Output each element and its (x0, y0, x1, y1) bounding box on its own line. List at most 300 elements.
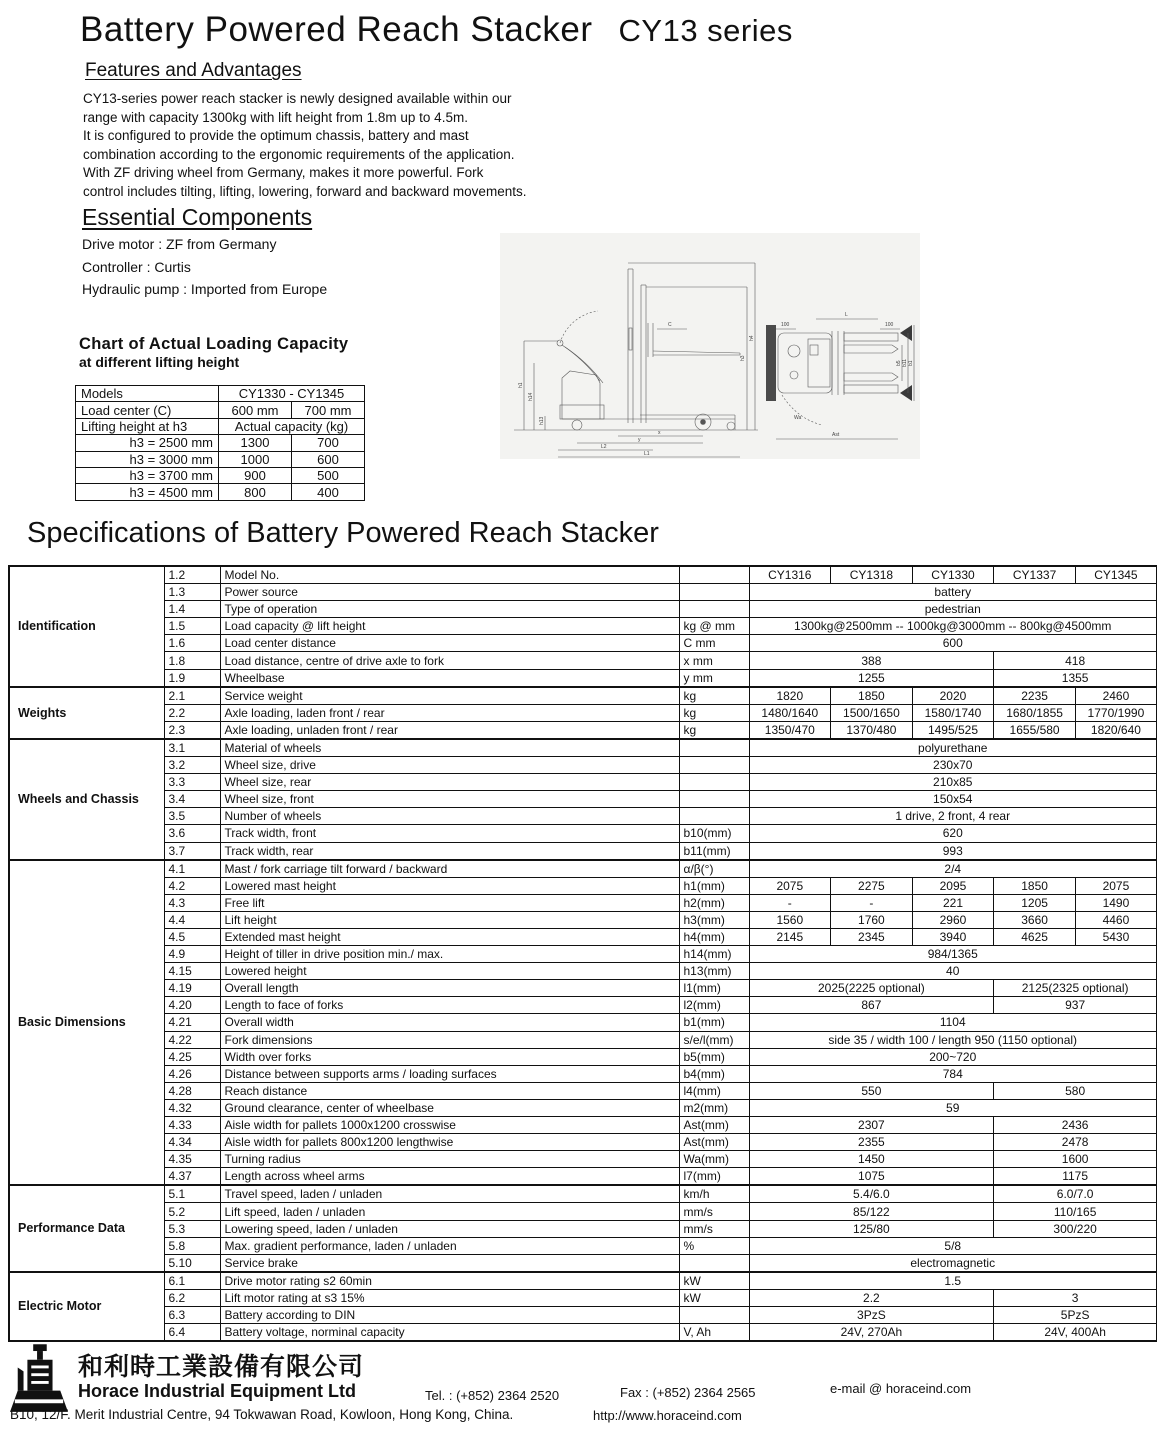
spec-cell-num: 4.20 (164, 997, 220, 1014)
spec-cell-val: 1300kg@2500mm -- 1000kg@3000mm -- 800kg@4500mm (749, 618, 1157, 635)
spec-cell-desc: Lowering speed, laden / unladen (220, 1220, 679, 1237)
load-row (76, 418, 365, 434)
spec-cell-num: 4.9 (164, 946, 220, 963)
spec-cell-desc: Distance between supports arms / loading surfaces (220, 1065, 679, 1082)
company-name-chinese: 和利時工業設備有限公司 (78, 1353, 365, 1381)
spec-cell-num: 4.22 (164, 1031, 220, 1048)
spec-cell-val: 1760 (831, 911, 913, 928)
spec-row (9, 1014, 1157, 1031)
spec-cell-val: 1600 (994, 1151, 1157, 1168)
spec-cell-unit: b11(mm) (679, 842, 749, 860)
spec-cell-desc: Extended mast height (220, 928, 679, 945)
spec-row (9, 877, 1157, 894)
dim-label: h14 (528, 392, 534, 401)
spec-row (9, 1134, 1157, 1151)
load-table-head (76, 386, 365, 435)
load-models-value: CY1330 - CY1345 (219, 386, 365, 402)
spec-cell-desc: Model No. (220, 566, 679, 584)
spec-cell-unit: m2(mm) (679, 1099, 749, 1116)
dim-label: 100 (781, 322, 790, 328)
spec-cell-val: 2345 (831, 928, 913, 945)
spec-cell-val: CY1318 (831, 566, 913, 584)
spec-row (9, 980, 1157, 997)
spec-cell-unit: b1(mm) (679, 1014, 749, 1031)
load-height-cell: h3 = 3700 mm (76, 467, 219, 483)
spec-cell-desc: Service weight (220, 687, 679, 705)
spec-cell-val: 300/220 (994, 1220, 1157, 1237)
spec-cell-val: 5.4/6.0 (749, 1185, 994, 1203)
spec-cell-unit: h13(mm) (679, 963, 749, 980)
spec-row (9, 704, 1157, 721)
spec-row (9, 1237, 1157, 1254)
spec-cell-val: 2075 (749, 877, 831, 894)
dim-label: L1 (644, 451, 650, 457)
series-label: CY13 series (618, 13, 793, 48)
spec-cell-desc: Battery voltage, norminal capacity (220, 1324, 679, 1342)
spec-cell-unit: Wa(mm) (679, 1151, 749, 1168)
dim-label: y (638, 437, 641, 443)
spec-cell-desc: Overall length (220, 980, 679, 997)
spec-row (9, 860, 1157, 878)
spec-cell-desc: Number of wheels (220, 808, 679, 825)
spec-cell-desc: Power source (220, 584, 679, 601)
spec-cell-desc: Load capacity @ lift height (220, 618, 679, 635)
load-row (76, 386, 365, 402)
spec-cell-num: 5.10 (164, 1254, 220, 1272)
spec-row (9, 721, 1157, 739)
spec-cell-desc: Travel speed, laden / unladen (220, 1185, 679, 1203)
technical-drawing-svg (500, 233, 920, 459)
spec-row (9, 1099, 1157, 1116)
spec-cell-val: 1820 (749, 687, 831, 705)
spec-cell-num: 1.2 (164, 566, 220, 584)
spec-cell-num: 3.5 (164, 808, 220, 825)
spec-cell-unit: kW (679, 1272, 749, 1290)
spec-cell-val: 1175 (994, 1168, 1157, 1186)
spec-cell-unit: x mm (679, 652, 749, 669)
component-item: Controller : Curtis (82, 258, 191, 275)
spec-cell-val: 1680/1855 (994, 704, 1076, 721)
spec-cell-val: 1850 (994, 877, 1076, 894)
spec-cell-unit: kg (679, 704, 749, 721)
spec-cell-val: 1075 (749, 1168, 994, 1186)
loading-chart-heading: Chart of Actual Loading Capacity (79, 335, 349, 353)
spec-cell-num: 1.5 (164, 618, 220, 635)
spec-cell-unit: b10(mm) (679, 825, 749, 842)
spec-cell-val: 2075 (1075, 877, 1157, 894)
spec-row (9, 842, 1157, 860)
spec-cell-val: 2307 (749, 1117, 994, 1134)
spec-cell-unit: Ast(mm) (679, 1117, 749, 1134)
spec-cell-num: 5.8 (164, 1237, 220, 1254)
spec-cell-num: 3.6 (164, 825, 220, 842)
load-models-label: Models (76, 386, 219, 402)
spec-cell-val: 1480/1640 (749, 704, 831, 721)
spec-cell-val: 3940 (912, 928, 994, 945)
load-capacity-cell: 1000 (219, 451, 292, 467)
load-center-600: 600 mm (219, 402, 292, 418)
dim-label: 100 (885, 322, 894, 328)
spec-cell-desc: Aisle width for pallets 800x1200 lengthwise (220, 1134, 679, 1151)
spec-row (9, 584, 1157, 601)
load-height-cell: h3 = 3000 mm (76, 451, 219, 467)
spec-cell-num: 4.5 (164, 928, 220, 945)
spec-cell-val: 2436 (994, 1117, 1157, 1134)
dim-label: h13 (539, 416, 545, 425)
spec-cell-val: 1655/580 (994, 721, 1076, 739)
spec-cell-unit (679, 584, 749, 601)
spec-cell-val: polyurethane (749, 739, 1157, 757)
spec-cell-val: 2/4 (749, 860, 1157, 878)
dim-label: L (845, 312, 848, 318)
spec-cell-unit: V, Ah (679, 1324, 749, 1342)
spec-row (9, 739, 1157, 757)
spec-cell-unit (679, 774, 749, 791)
features-paragraph (83, 90, 583, 201)
spec-cell-num: 3.2 (164, 757, 220, 774)
spec-cell-unit: b4(mm) (679, 1065, 749, 1082)
spec-cell-unit: kg @ mm (679, 618, 749, 635)
component-item: Drive motor : ZF from Germany (82, 236, 277, 252)
spec-cell-val: 388 (749, 652, 994, 669)
spec-cell-val: 550 (749, 1082, 994, 1099)
spec-cell-num: 3.1 (164, 739, 220, 757)
spec-cell-unit: kg (679, 721, 749, 739)
spec-cell-desc: Load distance, centre of drive axle to fork (220, 652, 679, 669)
spec-cell-unit: l4(mm) (679, 1082, 749, 1099)
footer-tel: Tel. : (+852) 2364 2520 (425, 1388, 560, 1403)
spec-cell-val: CY1316 (749, 566, 831, 584)
spec-row (9, 774, 1157, 791)
loading-chart-subheading: at different lifting height (79, 354, 240, 370)
spec-cell-num: 4.25 (164, 1048, 220, 1065)
spec-row (9, 669, 1157, 687)
features-line: control includes tilting, lifting, lowering, forward and backward movements. (83, 183, 527, 199)
dim-label: L2 (601, 444, 607, 450)
spec-cell-desc: Axle loading, laden front / rear (220, 704, 679, 721)
features-line: range with capacity 1300kg with lift height from 1.8m up to 4.5m. (83, 109, 468, 125)
spec-cell-num: 4.34 (164, 1134, 220, 1151)
load-row (76, 467, 365, 483)
spec-cell-val: 59 (749, 1099, 1157, 1116)
spec-cell-num: 4.19 (164, 980, 220, 997)
spec-cell-unit: s/e/l(mm) (679, 1031, 749, 1048)
spec-cell-val: 620 (749, 825, 1157, 842)
spec-cell-num: 4.2 (164, 877, 220, 894)
spec-row (9, 1307, 1157, 1324)
spec-cell-unit: mm/s (679, 1220, 749, 1237)
spec-cell-num: 4.35 (164, 1151, 220, 1168)
footer-fax: Fax : (+852) 2364 2565 (620, 1385, 756, 1400)
features-line: With ZF driving wheel from Germany, makes it more powerful. Fork (83, 165, 484, 180)
dim-label: b1 (908, 360, 914, 366)
spec-row (9, 1254, 1157, 1272)
spec-cell-desc: Max. gradient performance, laden / unladen (220, 1237, 679, 1254)
spec-cell-unit: h4(mm) (679, 928, 749, 945)
spec-cell-val: CY1345 (1075, 566, 1157, 584)
spec-section-label: Identification (9, 566, 164, 687)
spec-cell-val: 580 (994, 1082, 1157, 1099)
features-heading: Features and Advantages (85, 60, 302, 81)
spec-cell-num: 6.3 (164, 1307, 220, 1324)
spec-cell-num: 6.4 (164, 1324, 220, 1342)
spec-cell-val: 600 (749, 635, 1157, 652)
spec-row (9, 652, 1157, 669)
spec-cell-val: 2275 (831, 877, 913, 894)
spec-row (9, 601, 1157, 618)
spec-cell-val: 1490 (1075, 894, 1157, 911)
spec-cell-unit: h2(mm) (679, 894, 749, 911)
spec-cell-desc: Wheel size, front (220, 791, 679, 808)
spec-cell-unit: y mm (679, 669, 749, 687)
spec-cell-unit (679, 601, 749, 618)
load-capacity-cell: 900 (219, 467, 292, 483)
spec-cell-num: 1.4 (164, 601, 220, 618)
spec-cell-unit (679, 739, 749, 757)
spec-cell-desc: Track width, front (220, 825, 679, 842)
spec-cell-val: CY1330 (912, 566, 994, 584)
spec-cell-desc: Lift speed, laden / unladen (220, 1203, 679, 1220)
spec-cell-val: 1 drive, 2 front, 4 rear (749, 808, 1157, 825)
components-heading: Essential Components (82, 204, 313, 230)
spec-cell-unit (679, 757, 749, 774)
spec-row (9, 1065, 1157, 1082)
spec-cell-val: 1820/640 (1075, 721, 1157, 739)
spec-cell-val: 1255 (749, 669, 994, 687)
page-title (80, 10, 793, 50)
load-capacity-cell: 600 (292, 451, 365, 467)
features-line: CY13-series power reach stacker is newly designed available within our (83, 91, 512, 106)
spec-cell-num: 4.3 (164, 894, 220, 911)
spec-row (9, 946, 1157, 963)
spec-cell-desc: Fork dimensions (220, 1031, 679, 1048)
load-row (76, 451, 365, 467)
spec-cell-desc: Lowered height (220, 963, 679, 980)
spec-cell-desc: Aisle width for pallets 1000x1200 crosswise (220, 1117, 679, 1134)
spec-title: Specifications of Battery Powered Reach Stacker (27, 517, 659, 549)
spec-row (9, 1185, 1157, 1203)
spec-cell-unit: km/h (679, 1185, 749, 1203)
dim-label: h3 (740, 355, 746, 361)
load-row (76, 435, 365, 451)
spec-cell-unit: mm/s (679, 1203, 749, 1220)
spec-cell-val: pedestrian (749, 601, 1157, 618)
spec-cell-desc: Turning radius (220, 1151, 679, 1168)
spec-cell-val: 24V, 270Ah (749, 1324, 994, 1342)
spec-cell-val: 2025(2225 optional) (749, 980, 994, 997)
spec-cell-num: 3.3 (164, 774, 220, 791)
spec-cell-val: 2235 (994, 687, 1076, 705)
spec-row (9, 1031, 1157, 1048)
spec-cell-desc: Wheel size, rear (220, 774, 679, 791)
spec-cell-val: 3PzS (749, 1307, 994, 1324)
spec-row (9, 1203, 1157, 1220)
spec-cell-val: 221 (912, 894, 994, 911)
spec-cell-unit: l2(mm) (679, 997, 749, 1014)
spec-cell-num: 1.9 (164, 669, 220, 687)
spec-cell-val: battery (749, 584, 1157, 601)
spec-cell-val: - (831, 894, 913, 911)
spec-cell-val: 5/8 (749, 1237, 1157, 1254)
footer-website: http://www.horaceind.com (593, 1408, 742, 1423)
spec-cell-val: 1580/1740 (912, 704, 994, 721)
spec-row (9, 997, 1157, 1014)
load-table-body (76, 435, 365, 501)
spec-cell-desc: Length across wheel arms (220, 1168, 679, 1186)
spec-row (9, 1082, 1157, 1099)
spec-cell-unit (679, 791, 749, 808)
spec-section-label: Wheels and Chassis (9, 739, 164, 860)
load-center-700: 700 mm (292, 402, 365, 418)
spec-cell-val: 2355 (749, 1134, 994, 1151)
spec-cell-num: 5.2 (164, 1203, 220, 1220)
spec-section-label: Basic Dimensions (9, 860, 164, 1186)
spec-row (9, 1117, 1157, 1134)
spec-cell-num: 6.1 (164, 1272, 220, 1290)
spec-cell-val: 1104 (749, 1014, 1157, 1031)
stacker-technical-drawing (500, 233, 920, 459)
page-title-text: Battery Powered Reach Stacker (80, 10, 593, 49)
spec-cell-val: 418 (994, 652, 1157, 669)
spec-row (9, 894, 1157, 911)
spec-cell-num: 4.37 (164, 1168, 220, 1186)
spec-row (9, 687, 1157, 705)
load-capacity-cell: 1300 (219, 435, 292, 451)
spec-row (9, 808, 1157, 825)
spec-cell-num: 2.2 (164, 704, 220, 721)
spec-cell-unit: % (679, 1237, 749, 1254)
spec-row (9, 963, 1157, 980)
spec-row (9, 1289, 1157, 1306)
spec-row (9, 825, 1157, 842)
dim-label: b11 (902, 359, 908, 367)
spec-cell-num: 4.4 (164, 911, 220, 928)
spec-cell-unit (679, 566, 749, 584)
spec-cell-desc: Width over forks (220, 1048, 679, 1065)
spec-cell-val: 1.5 (749, 1272, 1157, 1290)
features-line: combination according to the ergonomic requirements of the application. (83, 146, 515, 162)
load-capacity-cell: 400 (292, 484, 365, 500)
spec-cell-val: 200~720 (749, 1048, 1157, 1065)
spec-row (9, 618, 1157, 635)
spec-cell-val: 1500/1650 (831, 704, 913, 721)
spec-cell-num: 6.2 (164, 1289, 220, 1306)
spec-cell-unit: h3(mm) (679, 911, 749, 928)
spec-cell-desc: Lowered mast height (220, 877, 679, 894)
spec-cell-val: 1495/525 (912, 721, 994, 739)
spec-cell-val: 984/1365 (749, 946, 1157, 963)
features-line: It is configured to provide the optimum chassis, battery and mast (83, 128, 469, 143)
spec-cell-val: side 35 / width 100 / length 950 (1150 optional) (749, 1031, 1157, 1048)
drawing-dimension-labels (518, 312, 914, 457)
spec-cell-val: 2460 (1075, 687, 1157, 705)
spec-cell-num: 4.28 (164, 1082, 220, 1099)
spec-cell-num: 1.8 (164, 652, 220, 669)
spec-cell-unit: h1(mm) (679, 877, 749, 894)
spec-cell-val: - (749, 894, 831, 911)
spec-cell-val: 1370/480 (831, 721, 913, 739)
spec-row (9, 1220, 1157, 1237)
spec-table-body (9, 566, 1157, 1341)
spec-cell-val: 4625 (994, 928, 1076, 945)
components-list (82, 233, 327, 301)
dim-label: h4 (749, 335, 755, 341)
spec-cell-val: 2020 (912, 687, 994, 705)
spec-cell-val: 993 (749, 842, 1157, 860)
spec-cell-val: 24V, 400Ah (994, 1324, 1157, 1342)
spec-cell-val: 784 (749, 1065, 1157, 1082)
spec-cell-num: 4.32 (164, 1099, 220, 1116)
spec-cell-val: 3 (994, 1289, 1157, 1306)
spec-cell-unit (679, 1307, 749, 1324)
spec-cell-desc: Overall width (220, 1014, 679, 1031)
spec-cell-val: 1770/1990 (1075, 704, 1157, 721)
spec-cell-desc: Axle loading, unladen front / rear (220, 721, 679, 739)
dim-label: x (658, 430, 661, 436)
spec-cell-val: 2960 (912, 911, 994, 928)
load-capacity-cell: 500 (292, 467, 365, 483)
spec-row (9, 1272, 1157, 1290)
spec-cell-val: 110/165 (994, 1203, 1157, 1220)
spec-cell-val: 2145 (749, 928, 831, 945)
spec-cell-unit: h14(mm) (679, 946, 749, 963)
spec-cell-num: 4.15 (164, 963, 220, 980)
dim-label: b5 (896, 360, 902, 366)
spec-cell-num: 4.26 (164, 1065, 220, 1082)
spec-section-label: Weights (9, 687, 164, 739)
spec-cell-val: 4460 (1075, 911, 1157, 928)
load-height-cell: h3 = 2500 mm (76, 435, 219, 451)
spec-cell-val: 1850 (831, 687, 913, 705)
spec-cell-val: 1450 (749, 1151, 994, 1168)
spec-cell-num: 4.33 (164, 1117, 220, 1134)
spec-cell-val: 2095 (912, 877, 994, 894)
spec-cell-desc: Ground clearance, center of wheelbase (220, 1099, 679, 1116)
spec-cell-val: electromagnetic (749, 1254, 1157, 1272)
spec-row (9, 1048, 1157, 1065)
spec-cell-num: 4.1 (164, 860, 220, 878)
spec-cell-val: 2125(2325 optional) (994, 980, 1157, 997)
spec-section-label: Electric Motor (9, 1272, 164, 1341)
spec-cell-val: 2.2 (749, 1289, 994, 1306)
spec-cell-desc: Mast / fork carriage tilt forward / backward (220, 860, 679, 878)
spec-cell-num: 3.4 (164, 791, 220, 808)
spec-cell-unit: kg (679, 687, 749, 705)
dim-label: C (668, 322, 672, 328)
spec-cell-val: CY1337 (994, 566, 1076, 584)
spec-cell-val: 210x85 (749, 774, 1157, 791)
spec-cell-desc: Lift motor rating at s3 15% (220, 1289, 679, 1306)
spec-cell-val: 2478 (994, 1134, 1157, 1151)
spec-cell-desc: Lift height (220, 911, 679, 928)
spec-row (9, 1324, 1157, 1342)
spec-cell-desc: Drive motor rating s2 60min (220, 1272, 679, 1290)
spec-row (9, 566, 1157, 584)
spec-cell-val: 125/80 (749, 1220, 994, 1237)
spec-section-label: Performance Data (9, 1185, 164, 1271)
spec-cell-val: 40 (749, 963, 1157, 980)
spec-cell-desc: Length to face of forks (220, 997, 679, 1014)
spec-cell-desc: Battery according to DIN (220, 1307, 679, 1324)
spec-cell-num: 5.3 (164, 1220, 220, 1237)
spec-cell-desc: Load center distance (220, 635, 679, 652)
spec-cell-unit (679, 1254, 749, 1272)
footer-address: B10, 12/F. Merit Industrial Centre, 94 Tokwawan Road, Kowloon, Hong Kong, China. (10, 1407, 514, 1422)
spec-cell-desc: Type of operation (220, 601, 679, 618)
spec-cell-val: 1205 (994, 894, 1076, 911)
load-height-cell: h3 = 4500 mm (76, 484, 219, 500)
spec-cell-val: 3660 (994, 911, 1076, 928)
